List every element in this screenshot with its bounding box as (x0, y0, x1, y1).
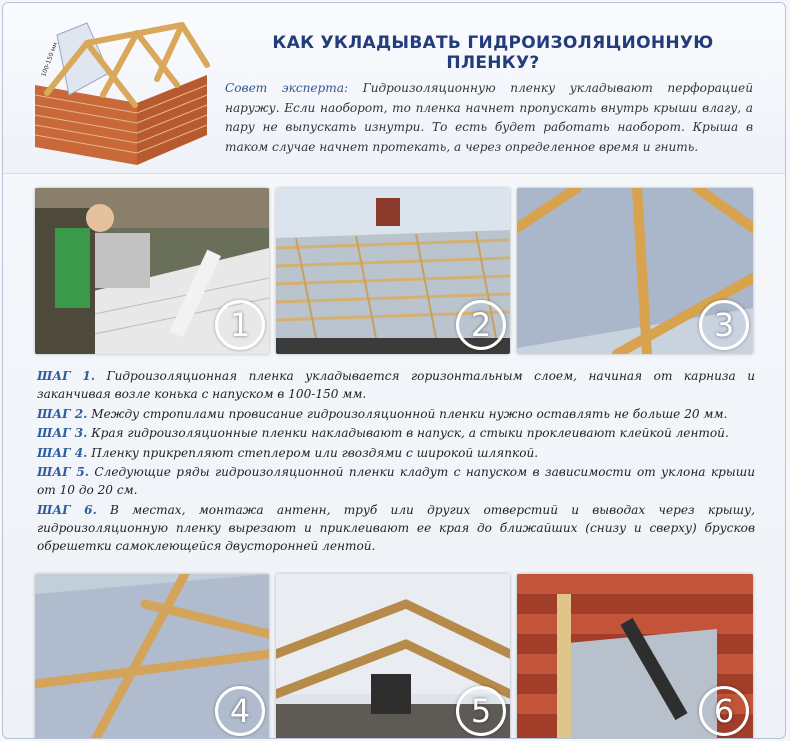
infographic-frame (2, 2, 786, 739)
photo-step-6 (517, 574, 753, 739)
step-number-badge: 1 (215, 300, 265, 350)
steps-list (37, 367, 755, 557)
expert-tip (225, 79, 753, 157)
step-item: ШАГ 3. Края гидроизоляционные пленки накладывают в напуск, а стыки проклеивают клейкой лентой. (37, 426, 729, 441)
photo-step-2 (276, 188, 510, 354)
step-number-badge: 3 (699, 300, 749, 350)
step-number-badge: 2 (456, 300, 506, 350)
step-item: ШАГ 1. Гидроизоляционная пленка укладывается горизонтальным слоем, начиная от карниза и заканчивая возле конька с напуском в 100-150 мм. (37, 369, 755, 401)
step-number-badge: 4 (215, 686, 265, 736)
step-item: ШАГ 5. Следующие ряды гидроизоляционной пленки кладут с напуском в зависимости от уклона крыши от 10 до 20 см. (37, 465, 755, 498)
step-number-badge: 6 (699, 686, 749, 736)
step-item: ШАГ 4. Пленку прикрепляют степлером или гвоздями с широкой шляпкой. (37, 445, 539, 460)
photo-step-4 (35, 574, 269, 739)
step-number-badge: 5 (456, 686, 506, 736)
house-diagram-illustration (17, 15, 212, 167)
photo-step-1 (35, 188, 269, 354)
expert-tip-label: Совет эксперта: (225, 81, 349, 95)
diagram-dimension-label: 100-150 мм (40, 41, 60, 78)
step-item: ШАГ 2. Между стропилами провисание гидроизоляционной пленки нужно оставлять не больше 20 мм. (37, 406, 728, 421)
header (3, 3, 786, 174)
photo-step-5 (276, 574, 510, 739)
page-title: КАК УКЛАДЫВАТЬ ГИДРОИЗОЛЯЦИОННУЮ ПЛЕНКУ? (272, 33, 714, 73)
expert-tip-text: Гидроизоляционную пленку укладывают перфорацией наружу. Если наоборот, то пленка начнет пропускать внутрь крыши влагу, а пару не выпускать изнутри. То есть будет работать наоборот. Крыша в таком случае начнет протекать, а через определенное время и гнить. (225, 81, 753, 154)
step-item: ШАГ 6. В местах, монтажа антенн, труб или других отверстий и выводах через крышу, гидроизоляционную пленку вырезают и приклеивают ее края до ближайших (снизу и сверху) брусков обрешетки самоклеющейся двусторонней лентой. (37, 502, 755, 553)
photo-step-3 (517, 188, 753, 354)
